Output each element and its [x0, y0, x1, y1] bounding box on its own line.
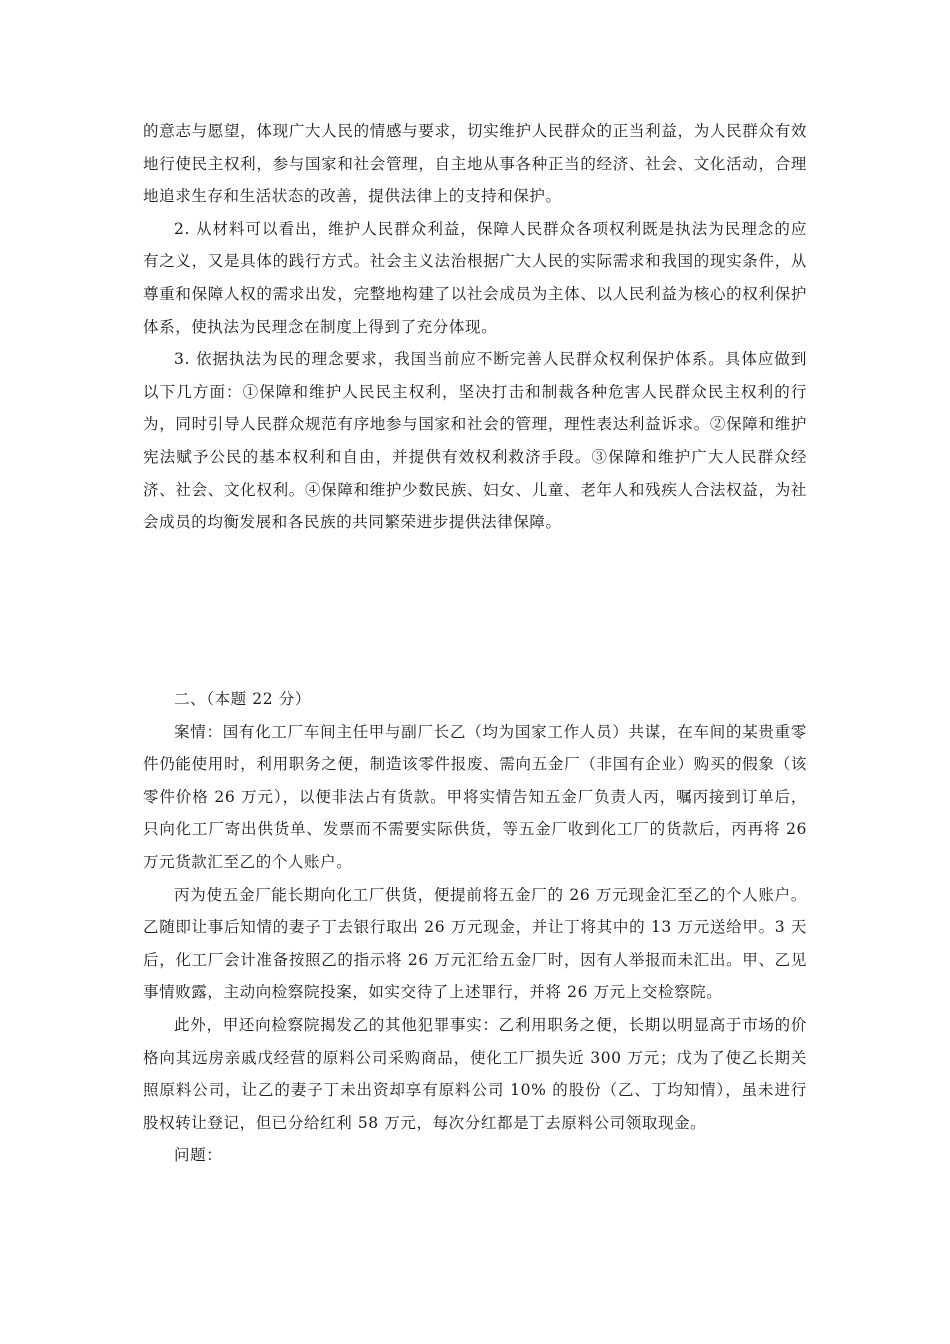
paragraph-additional-facts: 此外，甲还向检察院揭发乙的其他犯罪事实：乙利用职务之便，长期以明显高于市场的价格向其远房亲戚戊经营的原料公司采购商品，使化工厂损失近 300 万元；戊为了使乙长期关照原料公司，让乙的妻子丁未出资却享有原料公司 10% 的股份（乙、丁均知情），虽未进行股权转让登记，但已分给红利 58 万元，每次分红都是丁去原料公司领取现金。	[143, 1015, 807, 1132]
section-heading: 二、（本题 22 分）	[174, 690, 311, 708]
paragraph-answer-2: 2. 从材料可以看出，维护人民群众利益，保障人民群众各项权利既是执法为民理念的应有之义，又是具体的践行方式。社会主义法治根据广大人民的实际需求和我国的现实条件，从尊重和保障人权的需求出发，完整地构建了以社会成员为主体、以人民利益为核心的权利保护体系，使执法为民理念在制度上得到了充分体现。	[143, 219, 807, 336]
question-section	[143, 683, 807, 1172]
question-label: 问题：	[174, 1146, 223, 1165]
paragraph-case-continued: 丙为使五金厂能长期向化工厂供货，便提前将五金厂的 26 万元现金汇至乙的个人账户。乙随即让事后知情的妻子丁去银行取出 26 万元现金，并让丁将其中的 13 万元送给甲。3 天后，化工厂会计准备按照乙的指示将 26 万元汇给五金厂时，因有人举报而未汇出。甲、乙见事情败露，主动向检察院投案，如实交待了上述罪行，并将 26 万元上交检察院。	[143, 885, 807, 1002]
paragraph-case-facts: 案情：国有化工厂车间主任甲与副厂长乙（均为国家工作人员）共谋，在车间的某贵重零件仍能使用时，利用职务之便，制造该零件报废、需向五金厂（非国有企业）购买的假象（该零件价格 26 万元），以便非法占有货款。甲将实情告知五金厂负责人丙，嘱丙接到订单后，只向化工厂寄出供货单、发票而不需要实际供货，等五金厂收到化工厂的货款后，丙再将 26 万元货款汇至乙的个人账户。	[143, 722, 807, 871]
paragraph-continuation: 的意志与愿望，体现广大人民的情感与要求，切实维护人民群众的正当利益，为人民群众有效地行使民主权利，参与国家和社会管理，自主地从事各种正当的经济、社会、文化活动，合理地追求生存和生活状态的改善，提供法律上的支持和保护。	[143, 122, 807, 206]
paragraph-answer-3: 3. 依据执法为民的理念要求，我国当前应不断完善人民群众权利保护体系。具体应做到以下几方面：①保障和维护人民民主权利，坚决打击和制裁各种危害人民群众民主权利的行为，同时引导人民群众规范有序地参与国家和社会的管理，理性表达利益诉求。②保障和维护宪法赋予公民的基本权利和自由，并提供有效权利救济手段。③保障和维护广大人民群众经济、社会、文化权利。④保障和维护少数民族、妇女、儿童、老年人和残疾人合法权益，为社会成员的均衡发展和各民族的共同繁荣进步提供法律保障。	[143, 350, 807, 532]
answer-section	[143, 115, 807, 539]
